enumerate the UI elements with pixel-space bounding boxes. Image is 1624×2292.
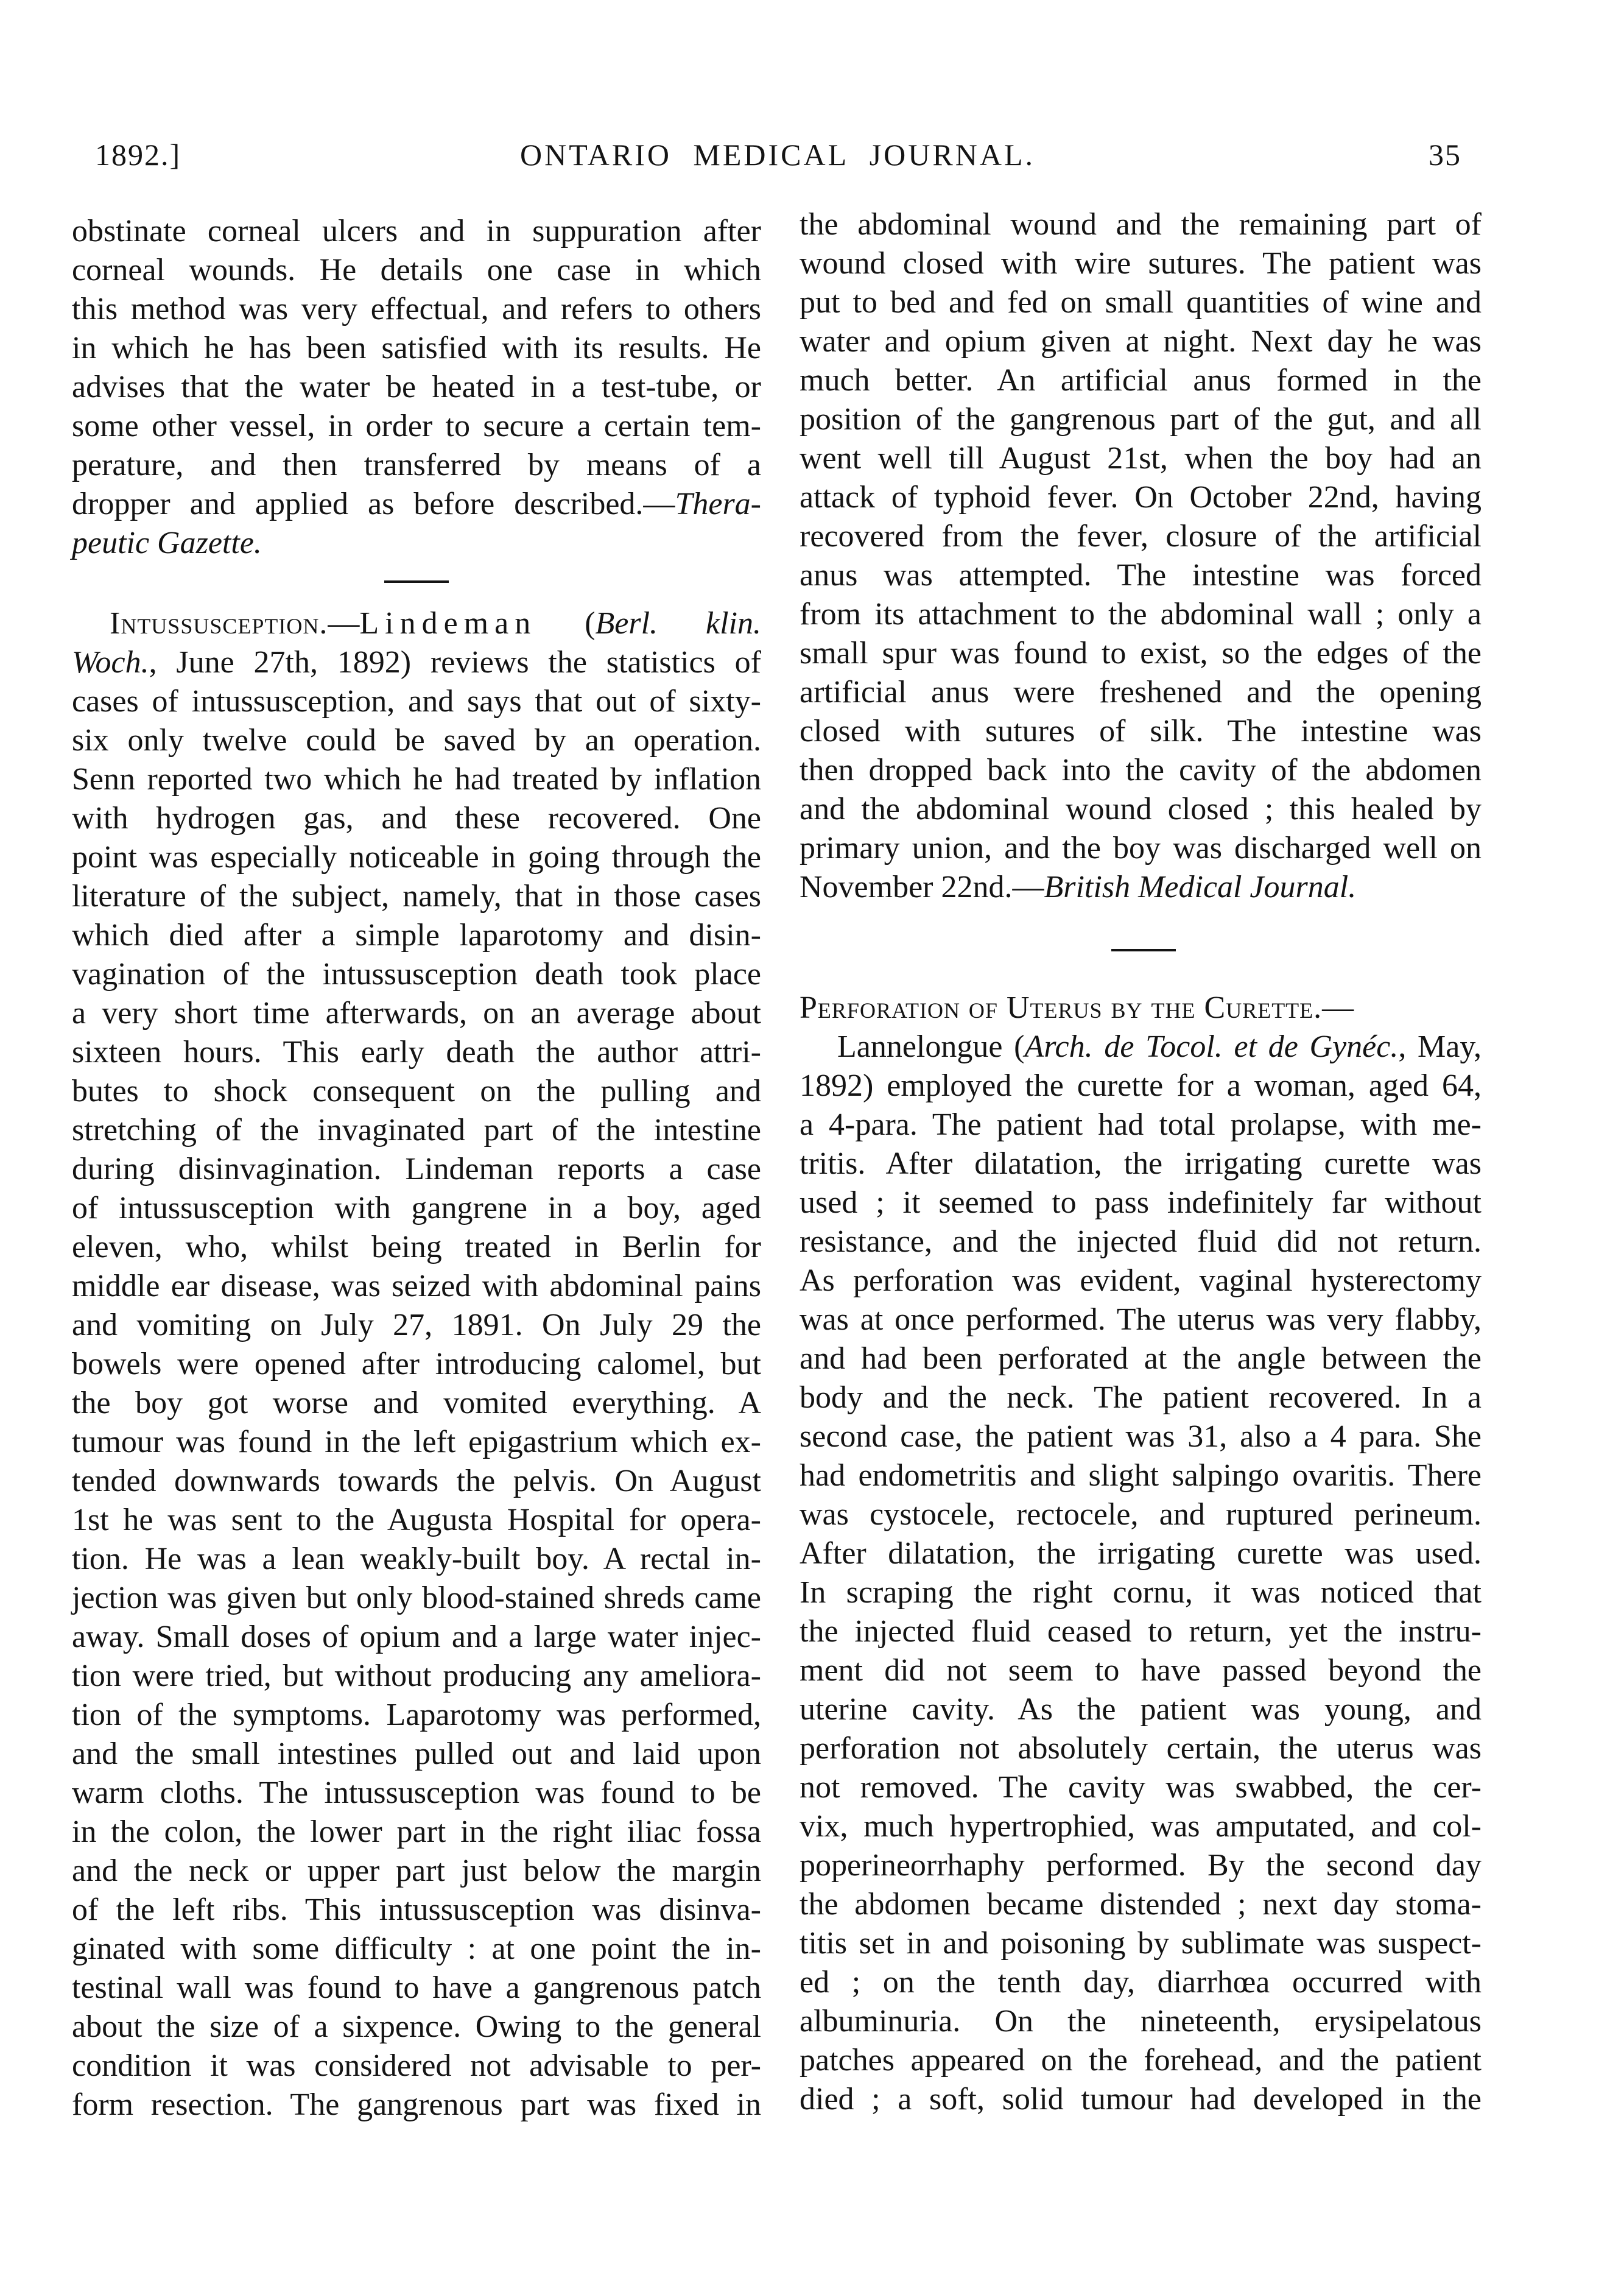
text-line: resistance, and the injected fluid did not return.: [800, 1224, 1482, 1259]
citation-journal: Woch.: [72, 645, 149, 680]
text-line: 1892) employed the curette for a woman, aged 64,: [800, 1068, 1482, 1103]
text-line: then dropped back into the cavity of the abdomen: [800, 753, 1482, 788]
text-line: the injected fluid ceased to return, yet the instru-: [800, 1614, 1482, 1649]
text-line: point was especially noticeable in going through the: [72, 840, 761, 875]
text-line: titis set in and poisoning by sublimate was suspect-: [800, 1926, 1482, 1961]
text-line: six only twelve could be saved by an operation.: [72, 723, 761, 758]
text-line-with-source: [72, 485, 761, 524]
text-line: tion were tried, but without producing any ameliora-: [72, 1659, 761, 1693]
source-citation: peutic Gazette.: [72, 526, 262, 560]
article-title-text: Perforation of Uterus by the Curette.—: [800, 990, 1355, 1025]
text-line: vix, much hypertrophied, was amputated, and col-: [800, 1809, 1482, 1844]
section-divider: [384, 580, 449, 583]
text-line: albuminuria. On the nineteenth, erysipelatous: [800, 2004, 1482, 2039]
section-divider: [1111, 949, 1176, 951]
text-line: uterine cavity. As the patient was young, and: [800, 1692, 1482, 1727]
article-perforation-uterus: [800, 989, 1482, 2119]
text-line: [800, 1028, 1482, 1067]
text-line: and had been perforated at the angle between the: [800, 1341, 1482, 1376]
text-line: attack of typhoid fever. On October 22nd, having: [800, 480, 1482, 515]
left-continued-article: [72, 212, 761, 563]
text-line: artificial anus were freshened and the opening: [800, 675, 1482, 710]
text-line: sixteen hours. This early death the author attri-: [72, 1035, 761, 1070]
text-line: As perforation was evident, vaginal hysterectomy: [800, 1263, 1482, 1298]
text-line-with-source: [800, 868, 1482, 907]
text-line: obstinate corneal ulcers and in suppuration after: [72, 214, 761, 249]
text-line: ed ; on the tenth day, diarrhœa occurred with: [800, 1965, 1482, 2000]
text-line: warm cloths. The intussusception was found to be: [72, 1775, 761, 1810]
text-line: perforation not absolutely certain, the uterus was: [800, 1731, 1482, 1766]
text-line: second case, the patient was 31, also a 4 para. She: [800, 1419, 1482, 1454]
text-line: perature, and then transferred by means of a: [72, 448, 761, 482]
text-line: tritis. After dilatation, the irrigating curette was: [800, 1146, 1482, 1181]
text-line: ginated with some difficulty : at one point the in-: [72, 1931, 761, 1966]
text-line: form resection. The gangrenous part was fixed in: [72, 2087, 761, 2122]
article-heading-line: Intussusception.—Lindeman (Berl. klin.: [110, 606, 761, 641]
text-line: not removed. The cavity was swabbed, the cer-: [800, 1770, 1482, 1805]
text-line: advises that the water be heated in a test-tube, or: [72, 370, 761, 404]
text-line: bowels were opened after introducing calomel, but: [72, 1347, 761, 1381]
text-line: corneal wounds. He details one case in which: [72, 253, 761, 287]
text-line: tumour was found in the left epigastrium which ex-: [72, 1425, 761, 1459]
text-line: about the size of a sixpence. Owing to the general: [72, 2009, 761, 2044]
text-line: was at once performed. The uterus was very flabby,: [800, 1302, 1482, 1337]
paren: (: [585, 606, 596, 641]
text-fragment: dropper and applied as before described.—: [72, 487, 675, 521]
page-number: 35: [1429, 138, 1461, 172]
text-line: Senn reported two which he had treated by inflation: [72, 762, 761, 797]
text-line: poperineorrhaphy performed. By the second day: [800, 1848, 1482, 1883]
text-line: body and the neck. The patient recovered. In a: [800, 1380, 1482, 1415]
text-line: middle ear disease, was seized with abdominal pains: [72, 1269, 761, 1303]
text-line: which died after a simple laparotomy and disin-: [72, 918, 761, 953]
text-line: anus was attempted. The intestine was forced: [800, 558, 1482, 593]
text-line: in which he has been satisfied with its results. He: [72, 331, 761, 365]
text-line: tion of the symptoms. Laparotomy was performed,: [72, 1698, 761, 1732]
text-line: tion. He was a lean weakly-built boy. A rectal in-: [72, 1542, 761, 1576]
text-line: 1st he was sent to the Augusta Hospital for opera-: [72, 1503, 761, 1537]
text-line: ment did not seem to have passed beyond the: [800, 1653, 1482, 1688]
text-line: died ; a soft, solid tumour had developed in the: [800, 2082, 1482, 2117]
text-line: from its attachment to the abdominal wall ; only a: [800, 597, 1482, 632]
citation-journal: Arch. de Tocol. et de Gynéc.: [1024, 1029, 1399, 1064]
citation-journal: Berl. klin.: [595, 606, 761, 641]
text-line: away. Small doses of opium and a large water injec-: [72, 1620, 761, 1654]
text-line: recovered from the fever, closure of the artificial: [800, 519, 1482, 554]
text-line: patches appeared on the forehead, and the patient: [800, 2043, 1482, 2078]
text-line: and vomiting on July 27, 1891. On July 29 the: [72, 1308, 761, 1342]
source-citation: British Medical Journal.: [1044, 870, 1357, 904]
text-line: jection was given but only blood-stained shreds came: [72, 1581, 761, 1615]
author-name: Lannelongue (: [837, 1029, 1025, 1064]
text-line: in the colon, the lower part in the right iliac fossa: [72, 1814, 761, 1849]
text-line: used ; it seemed to pass indefinitely far without: [800, 1185, 1482, 1220]
text-line: [72, 643, 761, 682]
text-line: of intussusception with gangrene in a boy, aged: [72, 1191, 761, 1225]
text-line: wound closed with wire sutures. The patient was: [800, 246, 1482, 281]
text-line: condition it was considered not advisable to per-: [72, 2048, 761, 2083]
text-line: closed with sutures of silk. The intestine was: [800, 714, 1482, 749]
article-intussusception: [72, 604, 761, 2125]
text-line: eleven, who, whilst being treated in Berlin for: [72, 1230, 761, 1264]
text-line: and the abdominal wound closed ; this healed by: [800, 792, 1482, 827]
source-citation-end: [72, 524, 761, 563]
text-line: After dilatation, the irrigating curette was used.: [800, 1536, 1482, 1571]
article-intussusception-continued: [800, 205, 1482, 907]
text-line: much better. An artificial anus formed in the: [800, 363, 1482, 398]
text-line: and the neck or upper part just below the margin: [72, 1853, 761, 1888]
text-line: small spur was found to exist, so the edges of the: [800, 636, 1482, 671]
text-line: water and opium given at night. Next day he was: [800, 324, 1482, 359]
text-line: a very short time afterwards, on an average about: [72, 996, 761, 1031]
text-line: put to bed and fed on small quantities of wine and: [800, 285, 1482, 320]
text-line: of the left ribs. This intussusception was disinva-: [72, 1892, 761, 1927]
text-line: was cystocele, rectocele, and ruptured perineum.: [800, 1497, 1482, 1532]
journal-title: ONTARIO MEDICAL JOURNAL.: [520, 138, 1035, 172]
source-citation: Thera-: [675, 487, 761, 521]
article-title: [800, 989, 1482, 1028]
text-line: this method was very effectual, and refers to others: [72, 292, 761, 326]
text-line: position of the gangrenous part of the gut, and all: [800, 402, 1482, 437]
text-line: and the small intestines pulled out and laid upon: [72, 1737, 761, 1771]
author-name: Lindeman: [359, 606, 537, 641]
article-title: Intussusception.: [110, 606, 328, 641]
header-year: 1892.]: [95, 138, 181, 172]
text-line: testinal wall was found to have a gangrenous patch: [72, 1970, 761, 2005]
text-line: the abdominal wound and the remaining part of: [800, 207, 1482, 242]
text-line: during disinvagination. Lindeman reports a case: [72, 1152, 761, 1187]
text-fragment: November 22nd.—: [800, 870, 1044, 904]
text-line: tended downwards towards the pelvis. On August: [72, 1464, 761, 1498]
text-line: primary union, and the boy was discharged well on: [800, 831, 1482, 866]
text-line: went well till August 21st, when the boy had an: [800, 441, 1482, 476]
text-line: a 4-para. The patient had total prolapse, with me-: [800, 1107, 1482, 1142]
text-line: In scraping the right cornu, it was noticed that: [800, 1575, 1482, 1610]
text-line: with hydrogen gas, and these recovered. One: [72, 801, 761, 836]
text-fragment: , May,: [1398, 1029, 1482, 1064]
text-line: vagination of the intussusception death took place: [72, 957, 761, 992]
text-line: the abdomen became distended ; next day stoma-: [800, 1887, 1482, 1922]
text-line: the boy got worse and vomited everything. A: [72, 1386, 761, 1420]
text-line: butes to shock consequent on the pulling and: [72, 1074, 761, 1109]
text-fragment: , June 27th, 1892) reviews the statistics of: [149, 645, 761, 680]
text-line: stretching of the invaginated part of the intestine: [72, 1113, 761, 1148]
text-line: literature of the subject, namely, that in those cases: [72, 879, 761, 914]
text-line: some other vessel, in order to secure a certain tem-: [72, 409, 761, 443]
text-line: had endometritis and slight salpingo ovaritis. There: [800, 1458, 1482, 1493]
text-line: cases of intussusception, and says that out of sixty-: [72, 684, 761, 719]
